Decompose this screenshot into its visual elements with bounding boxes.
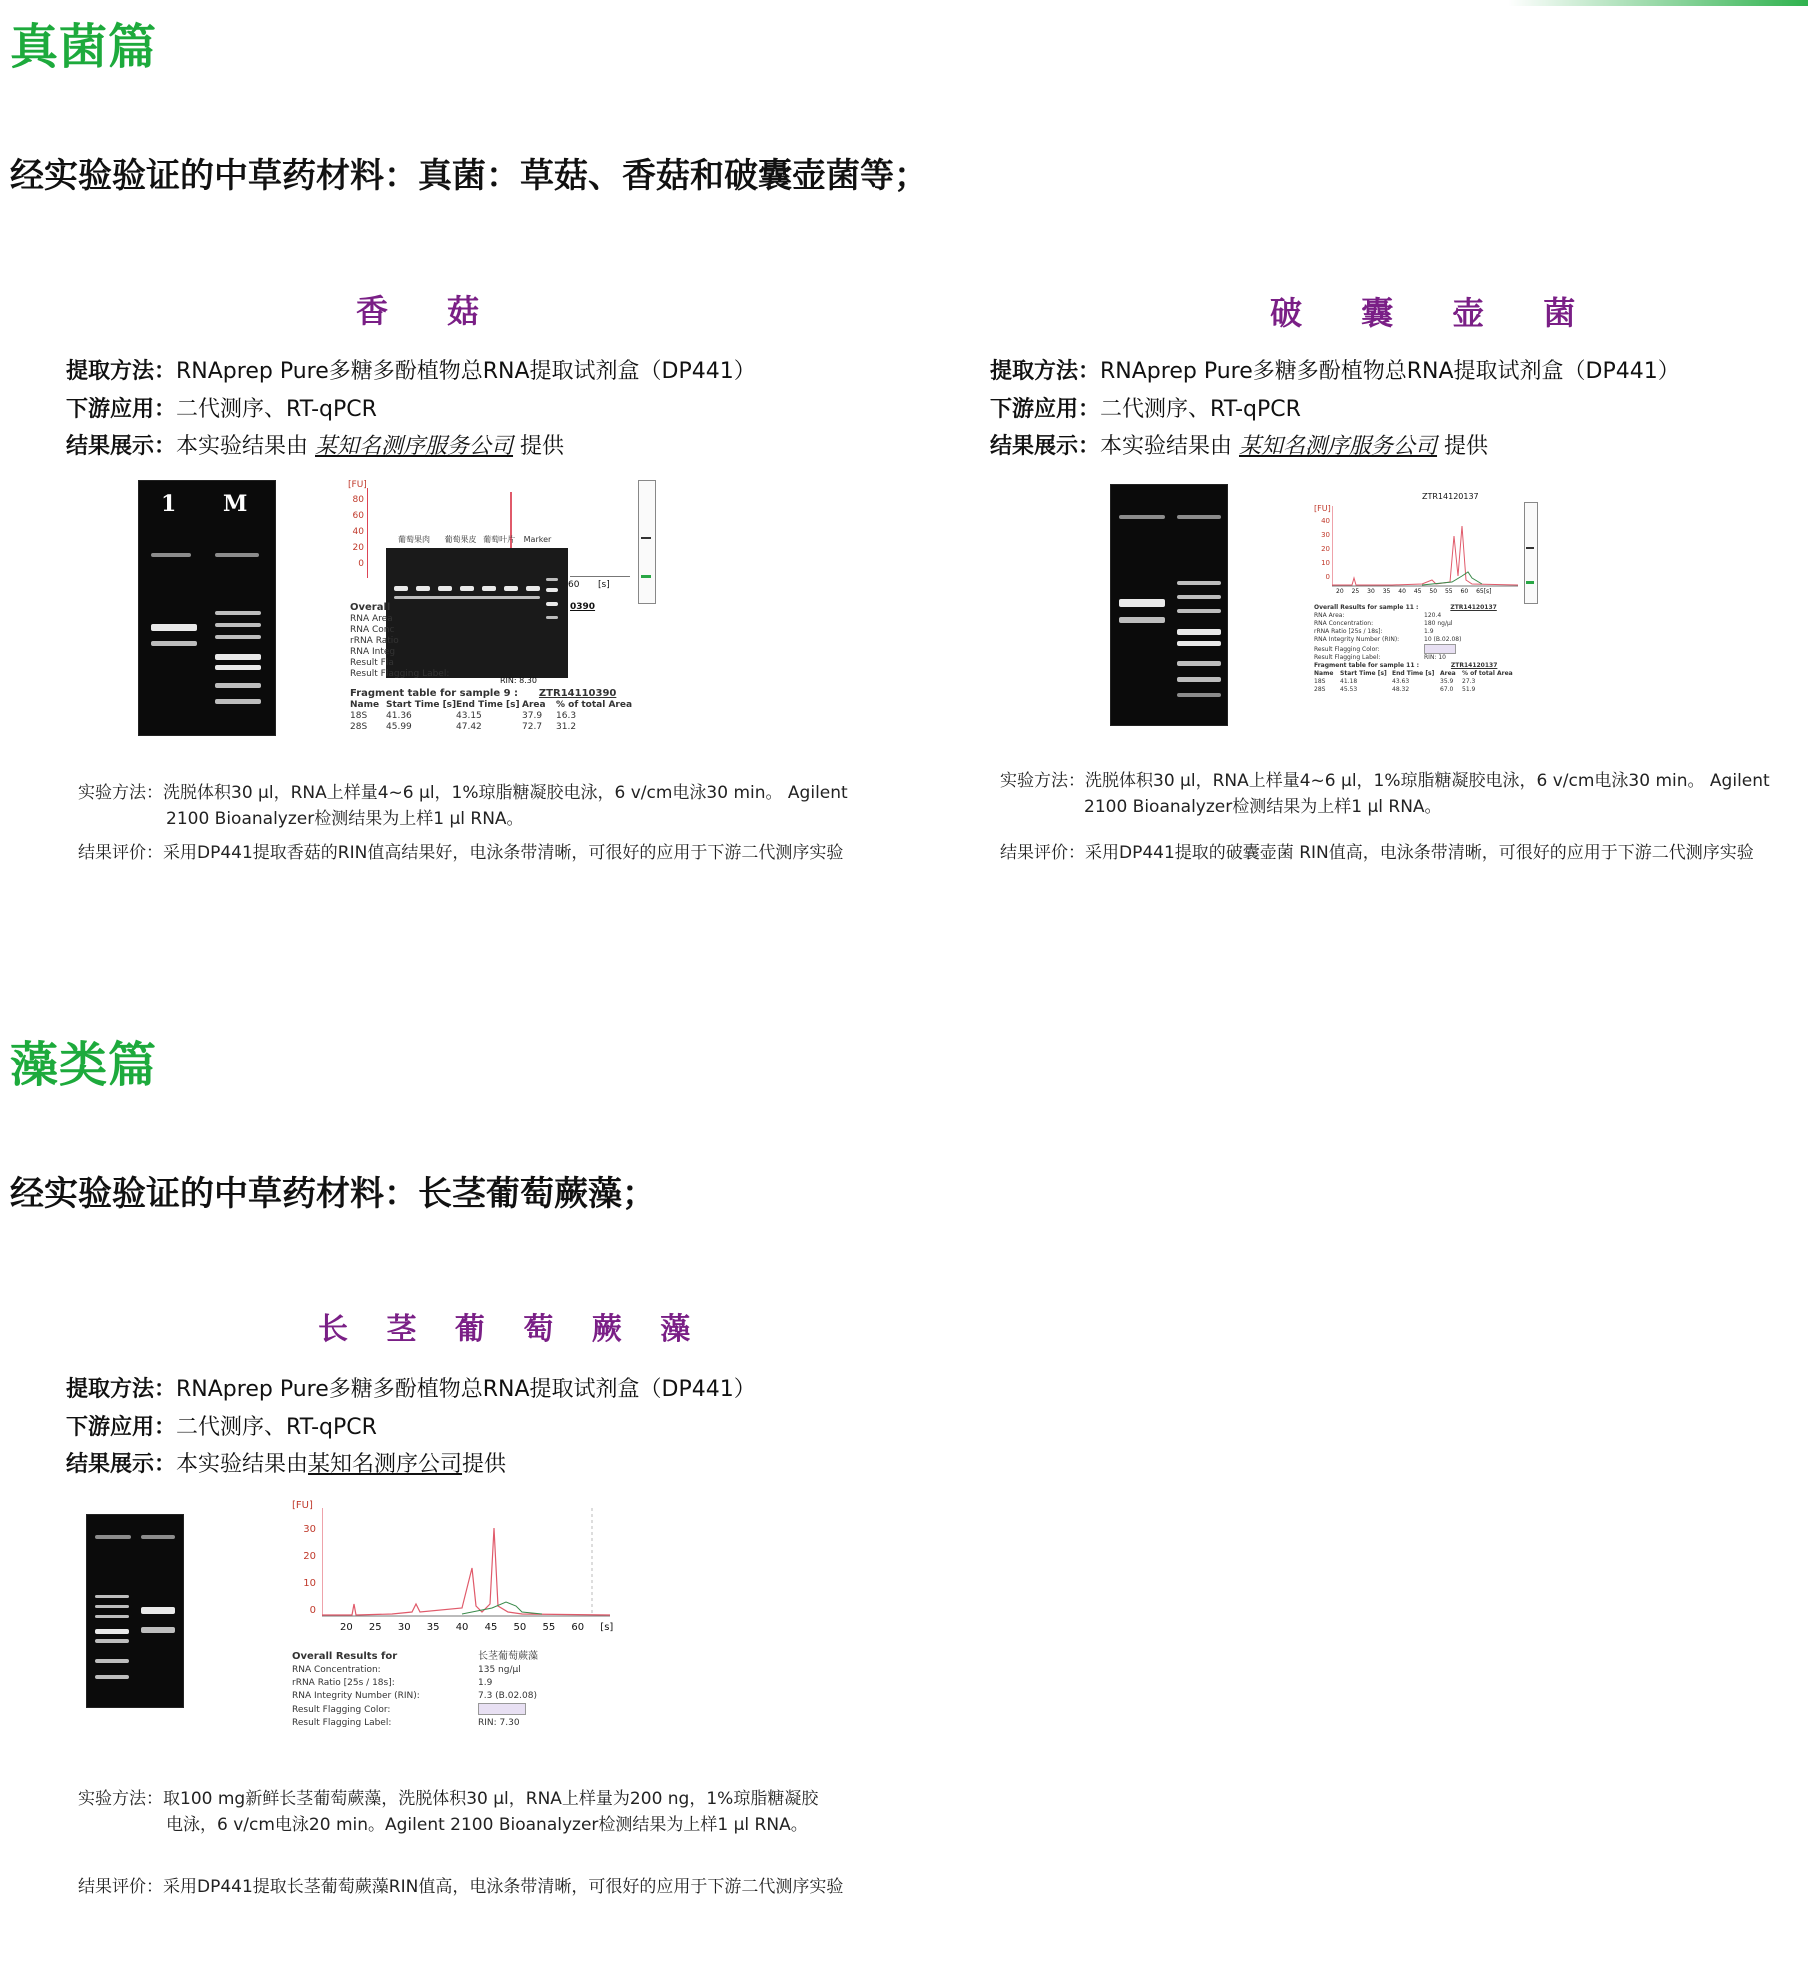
experiment-method-text: 洗脱体积30 μl，RNA上样量4~6 μl，1%琼脂糖凝胶电泳，6 v/cm电泳30 min。 Agilent xyxy=(163,783,848,803)
result-label: 结果展示： xyxy=(66,434,177,459)
overall-value: 7.3 (B.02.08) xyxy=(478,1691,537,1701)
gel-band xyxy=(546,588,558,592)
fragment-cell: 37.9 xyxy=(522,711,543,721)
fragment-cell: 16.3 xyxy=(556,711,577,721)
overall-row: RNA Integ xyxy=(350,647,396,657)
fragment-id: ZTR14110390 xyxy=(538,688,617,699)
gel-band xyxy=(526,586,540,591)
gel-lane-label-1: 1 xyxy=(161,491,177,517)
section-title-fungi: 真菌篇 xyxy=(10,19,158,75)
strip-band xyxy=(1526,547,1534,549)
gel-band xyxy=(394,596,540,599)
fragment-cell: 18S xyxy=(1314,678,1326,685)
electropherogram-thraustochytrid xyxy=(1332,506,1522,588)
result-suffix: 提供 xyxy=(1437,434,1489,459)
overall-key: rRNA Ratio [25s / 18s]: xyxy=(1314,628,1383,635)
bioanalyzer-panel-thraustochytrid xyxy=(1310,492,1530,722)
gel-band xyxy=(1177,595,1221,599)
gel-band xyxy=(546,578,558,581)
overall-label: Overall Results for sample 11 : xyxy=(1314,604,1419,611)
gel-band xyxy=(482,586,496,591)
extraction-method-value: RNAprep Pure多糖多酚植物总RNA提取试剂盒（DP441） xyxy=(1100,359,1680,384)
strip-band xyxy=(641,575,651,578)
overall-id: 长茎葡萄蕨藻 xyxy=(478,1651,539,1662)
y-tick: 40 xyxy=(352,527,364,537)
fragment-col: Name xyxy=(350,700,380,710)
x-tick: 30 xyxy=(397,1622,411,1633)
experiment-method-label: 实验方法： xyxy=(78,1789,163,1809)
result-evaluation xyxy=(1000,840,1754,866)
fragment-cell: 27.3 xyxy=(1462,678,1476,685)
gel-band xyxy=(215,665,261,670)
gel-lane-label-m: M xyxy=(223,491,248,517)
inset-lane-label: 葡萄果肉 xyxy=(398,535,430,544)
card-title-thraustochytrid: 破 囊 壶 菌 xyxy=(1270,294,1600,332)
result-evaluation xyxy=(78,1874,843,1900)
x-tick: 25 xyxy=(1351,588,1360,595)
experiment-method-note xyxy=(78,1786,818,1812)
gel-band xyxy=(1177,629,1221,635)
fragment-cell: 41.18 xyxy=(1340,678,1358,685)
overall-label: Overall Results for xyxy=(292,1651,398,1662)
strip-band xyxy=(641,537,651,539)
bioanalyzer-panel-shiitake xyxy=(340,480,640,740)
x-tick: 50 xyxy=(1429,588,1438,595)
fragment-col: % of total Area xyxy=(1462,670,1513,677)
header-decoration xyxy=(1508,0,1808,6)
overall-value: 10 (B.02.08) xyxy=(1424,636,1462,643)
trace-red xyxy=(322,1528,610,1615)
overall-key: Result Flagging Color: xyxy=(292,1704,391,1715)
result-prefix: 本实验结果由 xyxy=(1100,434,1240,459)
gel-band xyxy=(95,1535,131,1539)
x-tick: 50 xyxy=(513,1622,527,1633)
y-axis-line xyxy=(367,488,368,578)
result-label: 结果展示： xyxy=(66,1452,177,1477)
result-display xyxy=(66,429,564,460)
bioanalyzer-panel-caulerpa xyxy=(286,1500,626,1740)
section-title-algae: 藻类篇 xyxy=(10,1037,158,1093)
gel-band xyxy=(95,1639,129,1643)
overall-label: Overall xyxy=(350,602,391,613)
result-evaluation-label: 结果评价： xyxy=(78,1877,163,1897)
x-tick: 35 xyxy=(426,1622,440,1633)
fragment-label: Fragment table for sample 11 : xyxy=(1314,662,1419,669)
result-display xyxy=(66,1447,506,1478)
sample-id: 0390 xyxy=(570,602,596,612)
gel-band xyxy=(1177,581,1221,585)
experiment-method-label: 实验方法： xyxy=(1000,771,1085,791)
gel-band xyxy=(1119,599,1165,607)
gel-band xyxy=(1119,515,1165,519)
experiment-method-note xyxy=(78,780,848,806)
downstream-label: 下游应用： xyxy=(990,397,1101,422)
gel-band xyxy=(215,635,261,639)
fragment-cell: 31.2 xyxy=(556,722,577,732)
gel-band xyxy=(141,1627,175,1633)
gel-band xyxy=(438,586,452,591)
strip-band xyxy=(1526,581,1534,584)
overall-key: rRNA Ratio [25s / 18s]: xyxy=(292,1678,395,1688)
overall-key: Result Flagging Label: xyxy=(1314,654,1381,661)
chart-title: ZTR14120137 xyxy=(1422,492,1479,501)
x-axis-line xyxy=(570,576,630,577)
gel-strip-marker xyxy=(638,480,656,604)
gel-image-shiitake xyxy=(138,480,276,736)
overall-results xyxy=(350,602,449,680)
gel-band xyxy=(1177,693,1221,697)
gel-band xyxy=(141,1607,175,1614)
gel-image-thraustochytrid xyxy=(1110,484,1228,726)
downstream-value: 二代测序、RT-qPCR xyxy=(176,397,377,422)
overall-value: 1.9 xyxy=(478,1678,493,1688)
y-axis-unit: [FU] xyxy=(348,480,367,490)
fragment-label: Fragment table for sample 9 : xyxy=(350,688,519,699)
overall-key: RNA Concentration: xyxy=(1314,620,1374,627)
fragment-cell: 43.15 xyxy=(456,711,482,721)
overall-row: Result Fla xyxy=(350,658,394,668)
fragment-cell: 43.63 xyxy=(1392,678,1410,685)
flagging-color-swatch xyxy=(1424,644,1456,654)
fragment-col: Start Time [s] xyxy=(1340,670,1387,677)
gel-band xyxy=(546,616,558,619)
gel-band xyxy=(215,623,261,627)
x-axis-ticks xyxy=(340,1622,620,1633)
inset-lane-label: Marker xyxy=(523,535,552,544)
x-axis-ticks xyxy=(1332,588,1522,595)
result-evaluation-label: 结果评价： xyxy=(1000,843,1085,863)
fragment-col: % of total Area xyxy=(556,700,633,710)
inset-gel-lanes xyxy=(386,534,568,545)
extraction-method-label: 提取方法： xyxy=(66,1377,177,1402)
inset-lane-label: 葡萄果皮 xyxy=(444,535,477,544)
y-tick: 20 xyxy=(1321,545,1330,553)
fragment-cell: 48.32 xyxy=(1392,686,1410,693)
fragment-cell: 47.42 xyxy=(456,722,482,732)
fragment-cell: 51.9 xyxy=(1462,686,1476,693)
overall-row: rRNA Ratio xyxy=(350,636,399,646)
downstream-application xyxy=(66,1410,377,1441)
x-tick: 60 xyxy=(1460,588,1469,595)
gel-band xyxy=(1177,641,1221,646)
overall-row: RNA Area xyxy=(350,614,393,624)
x-tick: 25 xyxy=(368,1622,382,1633)
x-tick: 55 xyxy=(1444,588,1453,595)
y-axis-ticks xyxy=(286,1516,316,1624)
x-tick: 45 xyxy=(484,1622,498,1633)
result-evaluation-label: 结果评价： xyxy=(78,843,163,863)
extraction-method-label: 提取方法： xyxy=(990,359,1101,384)
fragment-col: Name xyxy=(1314,670,1334,677)
extraction-method-label: 提取方法： xyxy=(66,359,177,384)
section-subheading-fungi: 经实验验证的中草药材料：真菌：草菇、香菇和破囊壶菌等； xyxy=(10,156,928,196)
gel-strip-marker xyxy=(1524,502,1538,604)
overall-results xyxy=(1314,604,1513,694)
overall-key: RNA Concentration: xyxy=(292,1665,381,1675)
card-title-caulerpa: 长 茎 葡 萄 蕨 藻 xyxy=(318,1312,705,1347)
x-tick: 60 xyxy=(571,1622,585,1633)
gel-band xyxy=(95,1605,129,1608)
y-tick: 0 xyxy=(1325,573,1330,581)
result-prefix: 本实验结果由 xyxy=(176,434,316,459)
gel-band xyxy=(215,553,259,557)
x-tick: 40 xyxy=(455,1622,469,1633)
extraction-method xyxy=(990,354,1680,385)
overall-key: RNA Integrity Number (RIN): xyxy=(292,1691,420,1701)
gel-band xyxy=(95,1659,129,1663)
fragment-cell: 28S xyxy=(1314,686,1326,693)
overall-results xyxy=(292,1650,538,1730)
card-title-shiitake: 香 菇 xyxy=(356,292,504,330)
fragment-cell: 67.0 xyxy=(1440,686,1454,693)
trace-red xyxy=(1332,526,1518,585)
overall-row: RNA Conc xyxy=(350,625,395,635)
result-company-link[interactable]: 某知名测序服务公司 xyxy=(1239,434,1438,459)
result-company-link[interactable]: 某知名测序服务公司 xyxy=(315,434,514,459)
downstream-label: 下游应用： xyxy=(66,1415,177,1440)
fragment-col: End Time [s] xyxy=(456,700,520,710)
result-company-link[interactable]: 某知名测序公司 xyxy=(308,1452,463,1477)
gel-band xyxy=(215,611,261,615)
y-tick: 30 xyxy=(1321,531,1330,539)
x-tick: 35 xyxy=(1382,588,1391,595)
gel-band xyxy=(546,602,558,606)
fragment-cell: 45.99 xyxy=(386,722,412,732)
gel-band xyxy=(416,586,430,591)
gel-image-caulerpa xyxy=(86,1514,184,1708)
x-tick: [s] xyxy=(600,1622,614,1633)
flagging-color-swatch xyxy=(478,1703,526,1715)
gel-band xyxy=(1119,617,1165,623)
fragment-table xyxy=(350,688,632,733)
result-evaluation xyxy=(78,840,843,866)
downstream-label: 下游应用： xyxy=(66,397,177,422)
y-tick: 0 xyxy=(358,559,364,569)
overall-value: RIN: 10 xyxy=(1424,654,1446,661)
result-evaluation-text: 采用DP441提取长茎葡萄蕨藻RIN值高，电泳条带清晰，可很好的应用于下游二代测序实验 xyxy=(163,1877,844,1897)
rin-value: RIN: 8.30 xyxy=(500,676,537,685)
gel-band xyxy=(1177,661,1221,666)
x-tick: 55 xyxy=(542,1622,556,1633)
fragment-cell: 35.9 xyxy=(1440,678,1454,685)
gel-band xyxy=(394,586,408,591)
overall-value: RIN: 7.30 xyxy=(478,1717,520,1728)
y-axis-ticks xyxy=(340,492,364,572)
result-display xyxy=(990,429,1488,460)
overall-value: 120.4 xyxy=(1424,612,1442,619)
experiment-method-note-cont: 2100 Bioanalyzer检测结果为上样1 μl RNA。 xyxy=(1084,797,1442,817)
y-tick: 10 xyxy=(1321,559,1330,567)
overall-row: Result Flagging Label: xyxy=(350,669,450,679)
experiment-method-note-cont: 电泳，6 v/cm电泳20 min。Agilent 2100 Bioanalyzer检测结果为上样1 μl RNA。 xyxy=(166,1815,808,1835)
downstream-application xyxy=(990,392,1301,423)
gel-band xyxy=(1177,677,1221,682)
x-tick: 65[s] xyxy=(1476,588,1492,595)
section-subheading-algae: 经实验验证的中草药材料：长茎葡萄蕨藻； xyxy=(10,1174,656,1214)
y-tick: 40 xyxy=(1321,517,1330,525)
fragment-col: Start Time [s] xyxy=(386,700,457,710)
extraction-method-value: RNAprep Pure多糖多酚植物总RNA提取试剂盒（DP441） xyxy=(176,1377,756,1402)
x-tick: 30 xyxy=(1367,588,1375,595)
fragment-cell: 28S xyxy=(350,722,368,732)
y-tick: 0 xyxy=(309,1605,316,1616)
fragment-cell: 45.53 xyxy=(1340,686,1358,693)
electropherogram-caulerpa xyxy=(322,1508,612,1618)
experiment-method-note xyxy=(1000,768,1770,794)
extraction-method-value: RNAprep Pure多糖多酚植物总RNA提取试剂盒（DP441） xyxy=(176,359,756,384)
y-axis-unit: [FU] xyxy=(292,1500,313,1511)
extraction-method xyxy=(66,1372,756,1403)
downstream-application xyxy=(66,392,377,423)
y-tick: 20 xyxy=(303,1551,316,1562)
x-tick: 40 xyxy=(1398,588,1406,595)
y-tick: 10 xyxy=(303,1578,316,1589)
downstream-value: 二代测序、RT-qPCR xyxy=(176,1415,377,1440)
x-tick: 45 xyxy=(1413,588,1422,595)
extraction-method xyxy=(66,354,756,385)
y-axis-ticks xyxy=(1312,514,1330,584)
gel-band xyxy=(141,1535,175,1539)
y-tick: 20 xyxy=(352,543,364,553)
experiment-method-note-cont: 2100 Bioanalyzer检测结果为上样1 μl RNA。 xyxy=(166,809,524,829)
result-label: 结果展示： xyxy=(990,434,1101,459)
gel-band xyxy=(95,1595,129,1598)
fragment-id: ZTR14120137 xyxy=(1450,662,1498,669)
x-axis-unit: [s] xyxy=(598,580,610,590)
gel-band xyxy=(151,553,191,557)
gel-band xyxy=(460,586,474,591)
overall-key: Result Flagging Color: xyxy=(1314,645,1380,653)
fragment-cell: 18S xyxy=(350,711,368,721)
x-tick: 20 xyxy=(1336,588,1344,595)
gel-band xyxy=(95,1675,129,1679)
fragment-col: Area xyxy=(522,700,546,710)
gel-band xyxy=(215,699,261,704)
overall-value: 180 ng/μl xyxy=(1424,620,1453,627)
y-tick: 80 xyxy=(352,495,364,505)
x-tick: 60 xyxy=(568,580,580,590)
y-tick: 30 xyxy=(303,1524,316,1535)
result-evaluation-text: 采用DP441提取香菇的RIN值高结果好，电泳条带清晰，可很好的应用于下游二代测序实验 xyxy=(163,843,844,863)
result-suffix: 提供 xyxy=(462,1452,507,1477)
gel-band xyxy=(215,654,261,660)
fragment-col: End Time [s] xyxy=(1392,670,1435,677)
overall-id: ZTR14120137 xyxy=(1450,604,1497,611)
overall-key: Result Flagging Label: xyxy=(292,1717,392,1728)
overall-value: 135 ng/μl xyxy=(478,1665,521,1675)
y-tick: 60 xyxy=(352,511,364,521)
experiment-method-text: 取100 mg新鲜长茎葡萄蕨藻，洗脱体积30 μl，RNA上样量为200 ng，1%琼脂糖凝胶 xyxy=(163,1789,819,1809)
result-suffix: 提供 xyxy=(513,434,565,459)
experiment-method-label: 实验方法： xyxy=(78,783,163,803)
result-prefix: 本实验结果由 xyxy=(176,1452,309,1477)
gel-band xyxy=(151,641,197,646)
gel-band xyxy=(1177,515,1221,519)
gel-band xyxy=(95,1629,129,1634)
fragment-col: Area xyxy=(1440,670,1456,677)
result-evaluation-text: 采用DP441提取的破囊壶菌 RIN值高，电泳条带清晰，可很好的应用于下游二代测序实验 xyxy=(1085,843,1754,863)
trace-green xyxy=(1422,572,1482,585)
gel-band xyxy=(504,586,518,591)
gel-band xyxy=(1177,609,1221,613)
fragment-cell: 72.7 xyxy=(522,722,543,732)
overall-value: 1.9 xyxy=(1424,628,1434,635)
experiment-method-text: 洗脱体积30 μl，RNA上样量4~6 μl，1%琼脂糖凝胶电泳，6 v/cm电泳30 min。 Agilent xyxy=(1085,771,1770,791)
y-axis-unit: [FU] xyxy=(1314,504,1331,513)
overall-key: RNA Integrity Number (RIN): xyxy=(1314,636,1400,643)
downstream-value: 二代测序、RT-qPCR xyxy=(1100,397,1301,422)
gel-band xyxy=(151,624,197,631)
x-tick: 20 xyxy=(340,1622,353,1633)
gel-band xyxy=(95,1615,129,1618)
overall-key: RNA Area: xyxy=(1314,612,1345,619)
gel-band xyxy=(215,683,261,688)
inset-lane-label: 葡萄叶片 xyxy=(483,535,516,544)
fragment-cell: 41.36 xyxy=(386,711,412,721)
